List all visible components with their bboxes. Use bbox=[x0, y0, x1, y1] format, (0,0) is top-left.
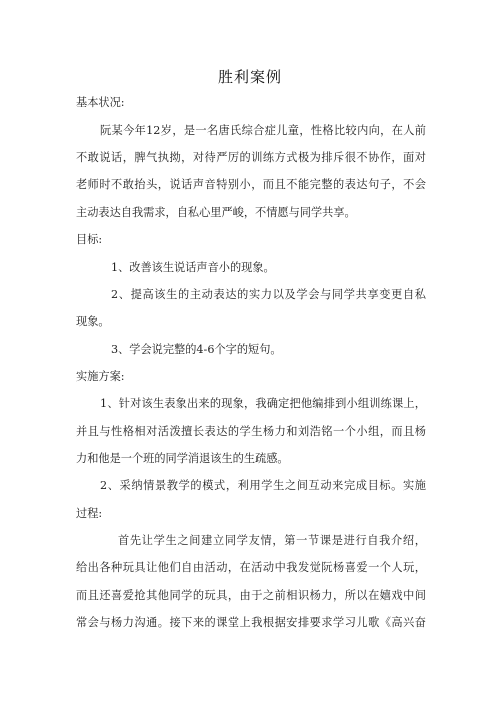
paragraph-line: 常会与杨力沟通。接下来的课堂上我根据安排要求学习儿歌《高兴奋 bbox=[76, 616, 426, 629]
paragraph-line: 而且还喜爱抢其他同学的玩具，由于之前相识杨力，所以在嬉戏中间 bbox=[76, 589, 426, 602]
paragraph-line: 不敢说话，脾气执拗，对待严厉的训练方式极为排斥很不协作，面对 bbox=[76, 151, 426, 164]
paragraph-line: 给出各种玩具让他们自由活动，在活动中我发觉阮杨喜爱一个人玩， bbox=[76, 561, 426, 574]
paragraph-line: 1、针对该生表象出来的现象，我确定把他编排到小组训练课上， bbox=[100, 397, 426, 410]
goal-item: 1、改善该生说话声音小的现象。 bbox=[111, 261, 275, 274]
section-heading-goals: 目标: bbox=[76, 233, 103, 246]
section-heading-plan: 实施方案: bbox=[76, 370, 125, 383]
section-heading-basic: 基本状况: bbox=[76, 96, 125, 109]
paragraph-line: 首先让学生之间建立同学友情，第一节课是进行自我介绍， bbox=[118, 534, 426, 547]
goal-item: 2、提高该生的主动表达的实力以及学会与同学共享变更自私 bbox=[111, 288, 426, 301]
paragraph-line: 力和他是一个班的同学消退该生的生疏感。 bbox=[76, 452, 289, 465]
paragraph-line: 阮某今年12岁，是一名唐氏综合症儿童，性格比较内向，在人前 bbox=[100, 124, 426, 137]
paragraph-line: 老师时不敢抬头，说话声音特别小，而且不能完整的表达句子，不会 bbox=[76, 178, 426, 191]
paragraph-line: 2、采纳情景教学的模式，利用学生之间互动来完成目标。实施 bbox=[100, 479, 426, 492]
paragraph-line: 过程: bbox=[76, 507, 103, 520]
page-title: 胜利案例 bbox=[217, 68, 282, 86]
goal-item-continuation: 现象。 bbox=[76, 315, 110, 328]
paragraph-line: 并且与性格相对活泼擅长表达的学生杨力和刘浩铭一个小组，而且杨 bbox=[76, 425, 426, 438]
goal-item: 3、学会说完整的4-6个字的短句。 bbox=[111, 343, 282, 356]
paragraph-line: 主动表达自我需求，自私心里严峻，不情愿与同学共享。 bbox=[76, 206, 356, 219]
